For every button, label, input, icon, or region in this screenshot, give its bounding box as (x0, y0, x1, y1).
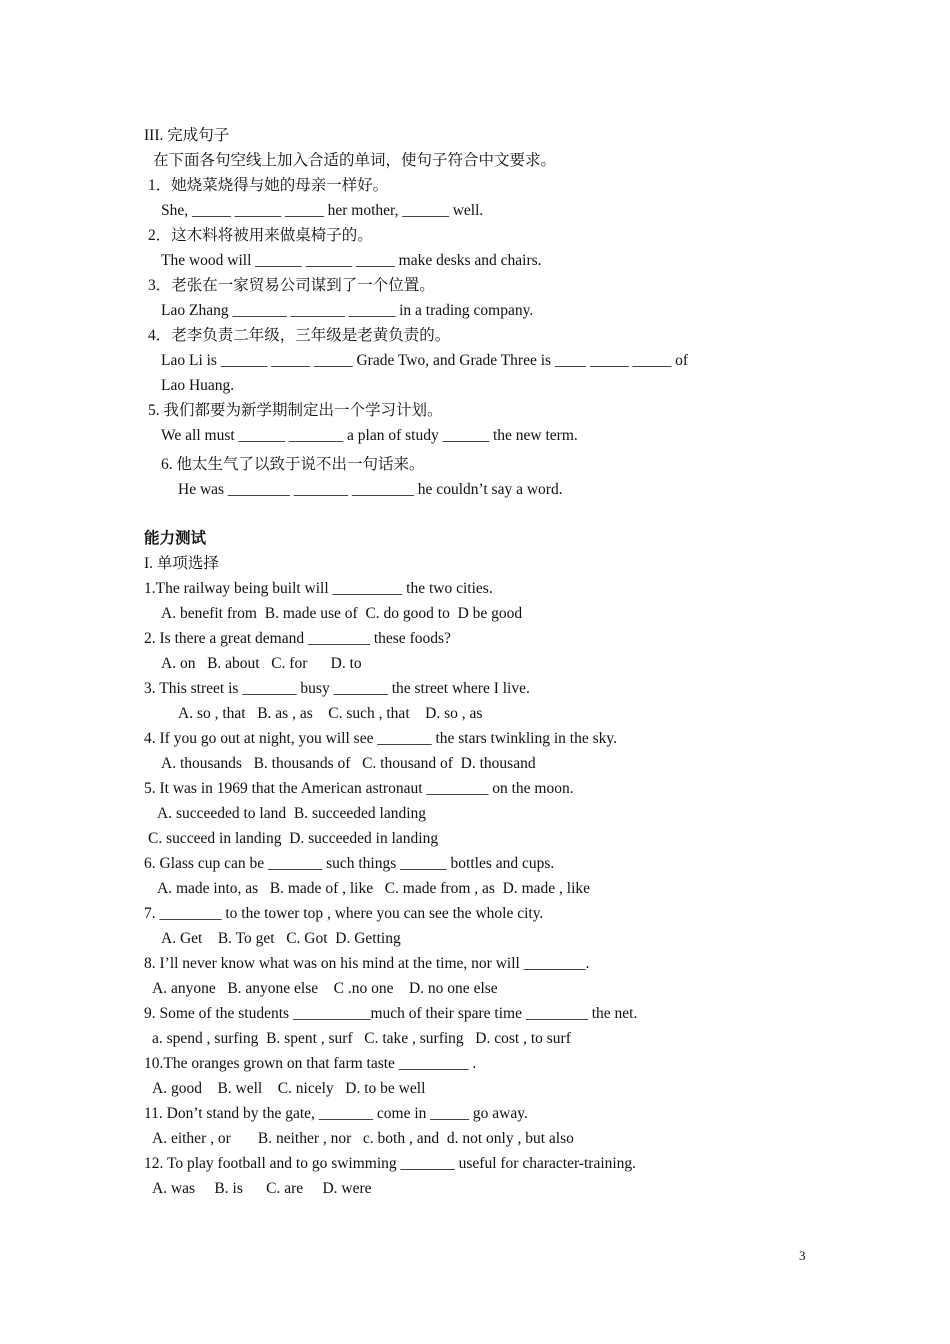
question-english: She, _____ ______ _____ her mother, ______ well. (161, 202, 484, 219)
question-options: A. good B. well C. nicely D. to be well (152, 1080, 426, 1097)
question-chinese: 1．她烧菜烧得与她的母亲一样好。 (148, 177, 389, 194)
question-stem: 11. Don’t stand by the gate, _______ come in _____ go away. (144, 1105, 528, 1122)
question-english: We all must ______ _______ a plan of study ______ the new term. (161, 427, 578, 444)
question-stem: 7. ________ to the tower top , where you can see the whole city. (144, 905, 544, 922)
question-stem: 5. It was in 1969 that the American astronaut ________ on the moon. (144, 780, 574, 797)
question-chinese: 6. 他太生气了以致于说不出一句话来。 (161, 456, 425, 473)
question-options: A. so , that B. as , as C. such , that D. so , as (178, 705, 483, 722)
question-options: A. either , or B. neither , nor c. both , and d. not only , but also (152, 1130, 574, 1147)
question-stem: 6. Glass cup can be _______ such things ______ bottles and cups. (144, 855, 555, 872)
question-stem: 12. To play football and to go swimming _______ useful for character-training. (144, 1155, 637, 1172)
section-instruction: 在下面各句空线上加入合适的单词，使句子符合中文要求。 (153, 152, 557, 169)
test-heading: 能力测试 (144, 530, 207, 547)
question-chinese: 3．老张在一家贸易公司谋到了一个位置。 (148, 277, 435, 294)
question-options: A. on B. about C. for D. to (161, 655, 362, 672)
question-options: A. Get B. To get C. Got D. Getting (161, 930, 401, 947)
question-options: A. anyone B. anyone else C .no one D. no one else (152, 980, 498, 997)
question-chinese: 2．这木料将被用来做桌椅子的。 (148, 227, 373, 244)
question-english: Lao Zhang _______ _______ ______ in a trading company. (161, 302, 534, 319)
question-stem: 8. I’ll never know what was on his mind at the time, nor will ________. (144, 955, 590, 972)
question-options: A. benefit from B. made use of C. do good to D be good (161, 605, 523, 622)
question-chinese: 5. 我们都要为新学期制定出一个学习计划。 (148, 402, 443, 419)
question-english: Lao Huang. (161, 377, 235, 394)
question-english: Lao Li is ______ _____ _____ Grade Two, and Grade Three is ____ _____ _____ of (161, 352, 688, 369)
question-stem: 10.The oranges grown on that farm taste _________ . (144, 1055, 477, 1072)
question-english: The wood will ______ ______ _____ make desks and chairs. (161, 252, 542, 269)
section-heading: III. 完成句子 (144, 127, 230, 144)
question-stem: 1.The railway being built will _________ the two cities. (144, 580, 493, 597)
page-number: 3 (799, 1248, 806, 1263)
question-options: A. succeeded to land B. succeeded landing (157, 805, 427, 822)
question-stem: 3. This street is _______ busy _______ the street where I live. (144, 680, 530, 697)
question-chinese: 4．老李负责二年级，三年级是老黄负责的。 (148, 327, 451, 344)
question-options: A. was B. is C. are D. were (152, 1180, 372, 1197)
test-subheading: I. 单项选择 (144, 555, 219, 572)
question-options: C. succeed in landing D. succeeded in landing (148, 830, 439, 847)
question-options: A. made into, as B. made of , like C. made from , as D. made , like (157, 880, 591, 897)
question-options: A. thousands B. thousands of C. thousand of D. thousand (161, 755, 536, 772)
question-stem: 2. Is there a great demand ________ these foods? (144, 630, 451, 647)
question-options: a. spend , surfing B. spent , surf C. take , surfing D. cost , to surf (152, 1030, 571, 1047)
question-english: He was ________ _______ ________ he couldn’t say a word. (178, 481, 563, 498)
question-stem: 4. If you go out at night, you will see _______ the stars twinkling in the sky. (144, 730, 617, 747)
question-stem: 9. Some of the students __________much of their spare time ________ the net. (144, 1005, 638, 1022)
